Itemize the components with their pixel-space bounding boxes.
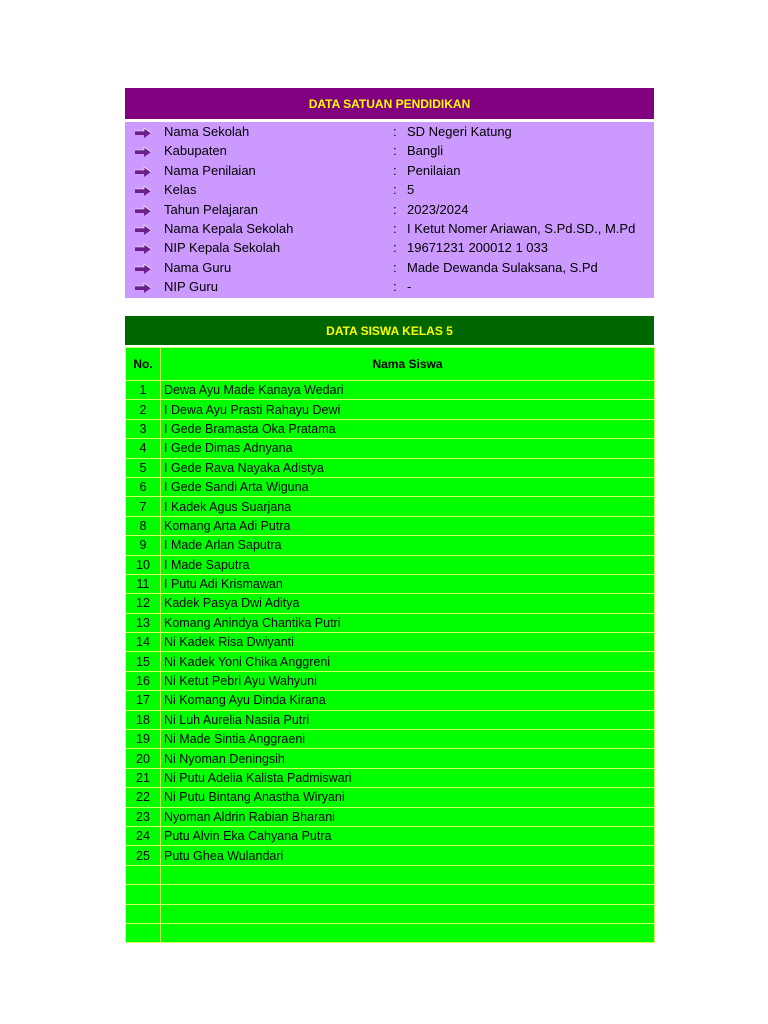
- empty-table-row: [126, 923, 655, 942]
- info-colon: :: [393, 143, 397, 159]
- student-name: I Gede Sandi Arta Wiguna: [161, 477, 655, 496]
- student-name: I Kadek Agus Suarjana: [161, 497, 655, 516]
- info-value: SD Negeri Katung: [407, 124, 512, 139]
- info-label: Kabupaten: [164, 143, 227, 159]
- school-data-title: DATA SATUAN PENDIDIKAN: [308, 96, 471, 111]
- student-no: 13: [126, 613, 161, 632]
- info-value: 2023/2024: [407, 201, 469, 217]
- school-info-row: [125, 201, 654, 220]
- table-row: [126, 846, 655, 865]
- student-no: [126, 885, 161, 904]
- student-data-banner: [125, 316, 654, 345]
- school-info-row: [125, 239, 654, 258]
- school-info-row: [125, 123, 654, 142]
- table-row: [126, 671, 655, 690]
- student-name: I Made Saputra: [161, 555, 655, 574]
- student-no: [126, 904, 161, 923]
- table-row: [126, 536, 655, 555]
- school-data-banner: [125, 88, 654, 119]
- info-colon: :: [393, 201, 397, 217]
- student-no: 1: [126, 381, 161, 400]
- student-name: Ni Kadek Risa Dwiyanti: [161, 633, 655, 652]
- student-no: 10: [126, 555, 161, 574]
- student-no: 14: [126, 633, 161, 652]
- arrow-right-icon: [134, 145, 152, 159]
- student-name: Komang Arta Adi Putra: [161, 516, 655, 535]
- header-no: No.: [126, 348, 161, 381]
- student-name: I Gede Dimas Adnyana: [161, 439, 655, 458]
- table-row: [126, 594, 655, 613]
- student-no: 12: [126, 594, 161, 613]
- student-name: Ni Putu Bintang Anastha Wiryani: [161, 788, 655, 807]
- info-value: I Ketut Nomer Ariawan, S.Pd.SD., M.Pd: [407, 221, 636, 236]
- info-value: -: [407, 279, 412, 295]
- student-table: [125, 347, 655, 943]
- info-colon: :: [393, 259, 397, 275]
- student-no: 20: [126, 749, 161, 768]
- info-colon: :: [393, 279, 397, 295]
- student-table-header: [126, 348, 655, 381]
- table-row: [126, 574, 655, 593]
- school-info-row: [125, 142, 654, 161]
- table-row: [126, 439, 655, 458]
- table-row: [126, 458, 655, 477]
- school-info-row: [125, 278, 654, 297]
- empty-table-row: [126, 885, 655, 904]
- info-value: Bangli: [407, 143, 444, 159]
- student-name: Ni Luh Aurelia Nasila Putri: [161, 710, 655, 729]
- student-name: Ni Kadek Yoni Chika Anggreni: [161, 652, 655, 671]
- table-row: [126, 826, 655, 845]
- info-label: Tahun Pelajaran: [164, 201, 258, 217]
- empty-table-row: [126, 865, 655, 884]
- arrow-right-icon: [134, 204, 152, 218]
- arrow-right-icon: [134, 223, 152, 237]
- student-name: Komang Anindya Chantika Putri: [161, 613, 655, 632]
- table-row: [126, 497, 655, 516]
- header-name: Nama Siswa: [161, 348, 655, 381]
- info-label: NIP Kepala Sekolah: [164, 240, 281, 256]
- table-row: [126, 768, 655, 787]
- table-row: [126, 730, 655, 749]
- school-info-row: [125, 162, 654, 181]
- table-row: [126, 381, 655, 400]
- student-name: Putu Alvin Eka Cahyana Putra: [161, 826, 655, 845]
- table-row: [126, 477, 655, 496]
- student-name: Kadek Pasya Dwi Aditya: [161, 594, 655, 613]
- student-no: [126, 923, 161, 942]
- table-row: [126, 788, 655, 807]
- info-label: Nama Guru: [164, 259, 232, 275]
- arrow-right-icon: [134, 184, 152, 198]
- student-no: 17: [126, 691, 161, 710]
- table-row: [126, 516, 655, 535]
- info-label: Nama Sekolah: [164, 124, 250, 139]
- school-info-box: [125, 122, 654, 298]
- student-no: 19: [126, 730, 161, 749]
- student-no: [126, 865, 161, 884]
- student-data-title: DATA SISWA KELAS 5: [326, 323, 453, 338]
- student-name: [161, 885, 655, 904]
- info-value: Made Dewanda Sulaksana, S.Pd: [407, 259, 598, 275]
- arrow-right-icon: [134, 242, 152, 256]
- student-name: Nyoman Aldrin Rabian Bharani: [161, 807, 655, 826]
- info-label: Kelas: [164, 182, 197, 198]
- student-no: 22: [126, 788, 161, 807]
- student-no: 11: [126, 574, 161, 593]
- table-row: [126, 633, 655, 652]
- table-row: [126, 749, 655, 768]
- student-no: 24: [126, 826, 161, 845]
- student-name: I Gede Bramasta Oka Pratama: [161, 419, 655, 438]
- arrow-right-icon: [134, 281, 152, 295]
- table-row: [126, 691, 655, 710]
- school-info-row: [125, 181, 654, 200]
- student-no: 7: [126, 497, 161, 516]
- info-value: 5: [407, 182, 415, 198]
- student-name: I Dewa Ayu Prasti Rahayu Dewi: [161, 400, 655, 419]
- student-no: 21: [126, 768, 161, 787]
- student-name: Putu Ghea Wulandari: [161, 846, 655, 865]
- student-no: 25: [126, 846, 161, 865]
- student-no: 18: [126, 710, 161, 729]
- student-name: Ni Made Sintia Anggraeni: [161, 730, 655, 749]
- table-row: [126, 400, 655, 419]
- student-name: I Gede Rava Nayaka Adistya: [161, 458, 655, 477]
- student-name: [161, 923, 655, 942]
- info-value: 19671231 200012 1 033: [407, 240, 548, 256]
- student-name: Ni Komang Ayu Dinda Kirana: [161, 691, 655, 710]
- info-colon: :: [393, 124, 397, 139]
- student-no: 15: [126, 652, 161, 671]
- info-colon: :: [393, 162, 397, 178]
- school-info-row: [125, 259, 654, 278]
- student-name: Ni Ketut Pebri Ayu Wahyuni: [161, 671, 655, 690]
- table-row: [126, 807, 655, 826]
- student-no: 2: [126, 400, 161, 419]
- arrow-right-icon: [134, 262, 152, 276]
- school-info-row: [125, 220, 654, 239]
- student-no: 23: [126, 807, 161, 826]
- info-label: Nama Penilaian: [164, 162, 256, 178]
- info-label: Nama Kepala Sekolah: [164, 221, 294, 236]
- student-no: 16: [126, 671, 161, 690]
- info-label: NIP Guru: [164, 279, 218, 295]
- table-row: [126, 419, 655, 438]
- student-no: 9: [126, 536, 161, 555]
- student-no: 4: [126, 439, 161, 458]
- student-no: 8: [126, 516, 161, 535]
- student-name: Dewa Ayu Made Kanaya Wedari: [161, 381, 655, 400]
- table-row: [126, 613, 655, 632]
- student-name: [161, 865, 655, 884]
- info-colon: :: [393, 221, 397, 236]
- arrow-right-icon: [134, 126, 152, 140]
- student-name: [161, 904, 655, 923]
- student-name: Ni Putu Adelia Kalista Padmiswari: [161, 768, 655, 787]
- info-value: Penilaian: [407, 162, 461, 178]
- student-no: 3: [126, 419, 161, 438]
- student-name: I Putu Adi Krismawan: [161, 574, 655, 593]
- info-colon: :: [393, 182, 397, 198]
- info-colon: :: [393, 240, 397, 256]
- student-no: 5: [126, 458, 161, 477]
- table-row: [126, 652, 655, 671]
- empty-table-row: [126, 904, 655, 923]
- arrow-right-icon: [134, 165, 152, 179]
- student-no: 6: [126, 477, 161, 496]
- table-row: [126, 710, 655, 729]
- table-row: [126, 555, 655, 574]
- student-name: Ni Nyoman Deningsih: [161, 749, 655, 768]
- student-name: I Made Arlan Saputra: [161, 536, 655, 555]
